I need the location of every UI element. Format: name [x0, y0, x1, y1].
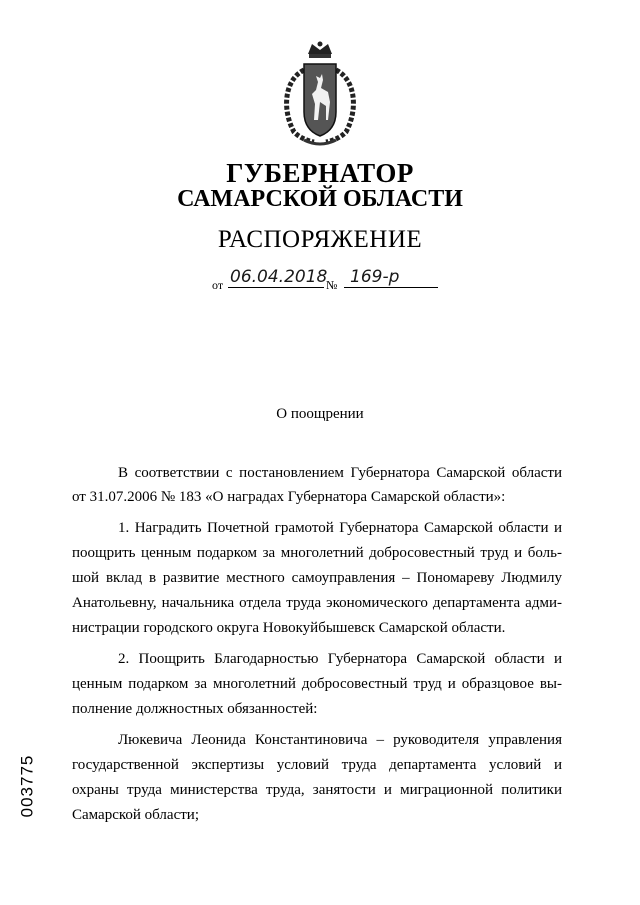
date-number-line	[212, 268, 442, 294]
body-line: полнение должностных обязанностей:	[72, 701, 318, 717]
number-underline	[344, 287, 438, 288]
body-line: государственной экспертизы условий труда департамента условий и	[72, 757, 562, 773]
body-line: Люкевича Леонида Константиновича – руководителя управления	[118, 732, 562, 748]
body-line: от 31.07.2006 № 183 «О наградах Губернатора Самарской области»:	[72, 489, 506, 505]
header-title-line1: ГУБЕРНАТОР	[226, 158, 414, 188]
emblem-graphic	[274, 40, 366, 148]
coat-of-arms-emblem	[274, 40, 366, 148]
from-label: от	[212, 278, 224, 292]
body-line: В соответствии с постановлением Губернатора Самарской области	[118, 465, 562, 481]
body-line: ценным подарком за многолетний добросовестный труд и образцовое вы-	[72, 676, 562, 692]
body-line: шой вклад в развитие местного самоуправления – Пономареву Людмилу	[72, 570, 562, 586]
body-line: охраны труда министерства труда, занятости и миграционной политики	[72, 782, 562, 798]
body-line: Анатольевну, начальника отдела труда экономического департамента адми-	[72, 595, 562, 611]
serial-number-text: 003775	[17, 754, 37, 818]
serial-number	[17, 748, 60, 828]
date-underline	[228, 287, 324, 288]
number-label: №	[326, 278, 338, 292]
body-line: 2. Поощрить Благодарностью Губернатора Самарской области и	[118, 651, 562, 667]
body-line: Самарской области;	[72, 807, 199, 823]
header-title-line2: САМАРСКОЙ ОБЛАСТИ	[177, 186, 463, 212]
body-line: нистрации городского округа Новокуйбышевск Самарской области.	[72, 620, 506, 636]
body-line: 1. Наградить Почетной грамотой Губернатора Самарской области и	[118, 520, 562, 536]
document-subject: О поощрении	[276, 406, 364, 422]
handwritten-date: 06.04.2018	[230, 267, 328, 287]
handwritten-number: 169-р	[350, 267, 400, 287]
body-line: поощрить ценным подарком за многолетний добросовестный труд и боль-	[72, 545, 562, 561]
document-type: РАСПОРЯЖЕНИЕ	[217, 226, 423, 253]
